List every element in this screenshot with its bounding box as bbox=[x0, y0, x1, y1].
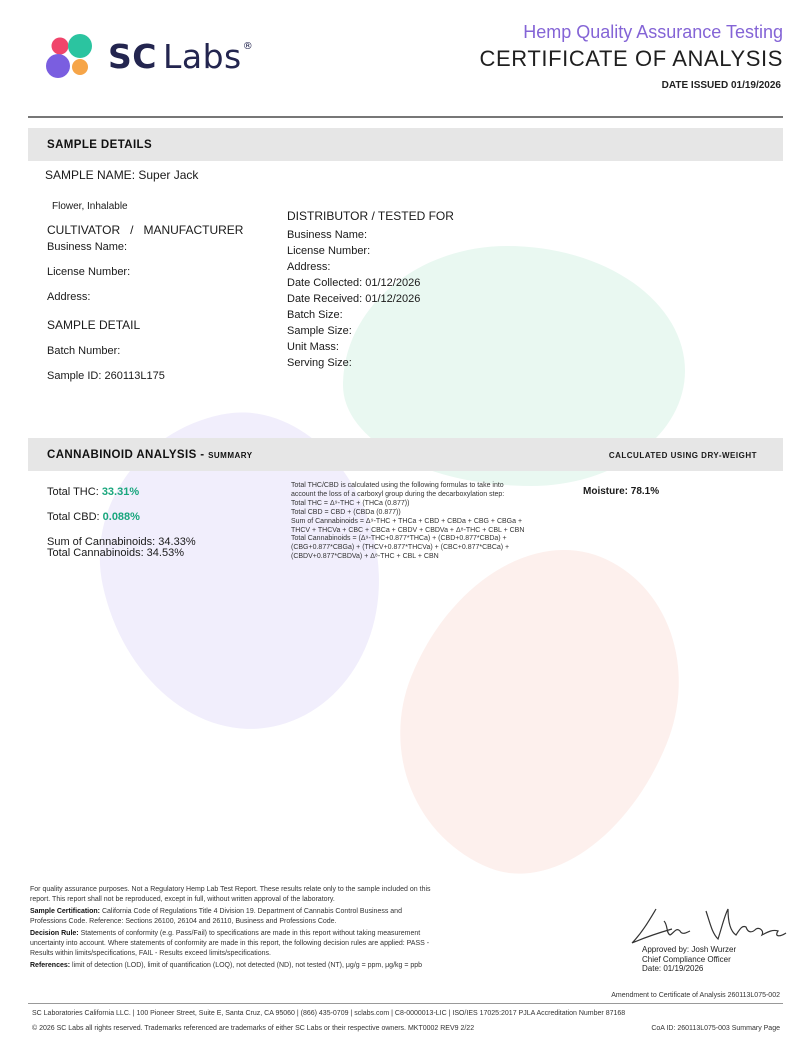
report-title: CERTIFICATE OF ANALYSIS bbox=[479, 46, 783, 71]
total-thc-value: 33.31% bbox=[101, 486, 140, 498]
logo-text-bold: SC bbox=[108, 37, 157, 76]
disclaimer-block bbox=[30, 885, 440, 974]
sample-type: Flower, Inhalable bbox=[52, 201, 128, 212]
moisture: Moisture: 78.1% bbox=[583, 486, 660, 497]
sample-detail-heading: SAMPLE DETAIL bbox=[47, 318, 141, 332]
approval-block bbox=[642, 945, 736, 974]
qa-disclaimer: For quality assurance purposes. Not a Regulatory Hemp Lab Test Report. These results relate only to the sample included on this report. This report shall not be reproduced, except in full, without written approval of the laboratory. bbox=[30, 886, 431, 903]
copyright-line: © 2026 SC Labs all rights reserved. Trademarks referenced are trademarks of either SC Labs or their respective owners. MKT0002 REV9 2/22 bbox=[32, 1025, 475, 1032]
logo-text-light: Labs bbox=[163, 37, 242, 76]
formula-line: Total CBD = CBD + (CBDa (0.877)) bbox=[291, 508, 401, 516]
batch-size: Batch Size: bbox=[287, 309, 343, 321]
sample-certification: Sample Certification: California Code of Regulations Title 4 Division 19. Department of Cannabis Control Business and Professions Code. Reference: Sections 26100, 26104 and 26110, Business and Professions Code. bbox=[30, 908, 402, 925]
formula-line: Total THC/CBD is calculated using the following formulas to take into bbox=[291, 482, 504, 489]
total-cbd: Total CBD: 0.088% bbox=[47, 511, 140, 523]
logo-wordmark bbox=[108, 37, 253, 76]
formula-line: Total Cannabinoids = (Δ⁹-THC+0.877*THCa) + (CBD+0.877*CBDa) + bbox=[291, 535, 507, 543]
sample-details-bar bbox=[28, 128, 783, 161]
date-issued: DATE ISSUED 01/19/2026 bbox=[661, 80, 781, 91]
unit-mass: Unit Mass: bbox=[287, 341, 339, 353]
total-thc: Total THC: 33.31% bbox=[47, 486, 140, 498]
formula-line: THCV + THCVa + CBC + CBCa + CBDV + CBDVa + Δ⁸-THC + CBL + CBN bbox=[291, 526, 525, 534]
calculation-note: CALCULATED USING DRY-WEIGHT bbox=[608, 451, 757, 460]
sample-name: SAMPLE NAME: Super Jack bbox=[45, 168, 199, 182]
logo-mark-icon bbox=[46, 34, 104, 86]
cultivator-business-name: Business Name: bbox=[47, 241, 128, 253]
serving-size: Serving Size: bbox=[287, 357, 352, 369]
registered-mark: ® bbox=[242, 41, 254, 52]
footer-divider bbox=[28, 1003, 783, 1004]
distributor-business-name: Business Name: bbox=[287, 229, 368, 241]
cannabinoid-analysis-heading: CANNABINOID ANALYSIS - SUMMARY bbox=[47, 449, 253, 461]
distributor-license-number: License Number: bbox=[287, 245, 371, 257]
sc-labs-logo bbox=[46, 34, 266, 86]
cultivator-heading: CULTIVATOR / MANUFACTURER bbox=[47, 223, 244, 237]
total-cannabinoids: Total Cannabinoids: 34.53% bbox=[47, 547, 184, 559]
logo-dot-teal bbox=[68, 34, 92, 58]
approver-role: Chief Compliance Officer bbox=[642, 954, 731, 964]
signature-image bbox=[628, 903, 790, 947]
sample-id: Sample ID: 260113L175 bbox=[47, 370, 165, 382]
sample-size: Sample Size: bbox=[287, 325, 352, 337]
batch-number: Batch Number: bbox=[47, 345, 121, 357]
sample-details-heading: SAMPLE DETAILS bbox=[47, 139, 153, 151]
date-collected: Date Collected: 01/12/2026 bbox=[287, 277, 421, 289]
formula-line: account the loss of a carboxyl group during the decarboxylation step: bbox=[291, 490, 505, 498]
formula-line: (CBG+0.877*CBGa) + (THCV+0.877*THCVa) + (CBC+0.877*CBCa) + bbox=[291, 544, 510, 552]
amendment-note: Amendment to Certificate of Analysis 260113L075-002 bbox=[611, 992, 780, 999]
logo-dot-purple bbox=[46, 54, 70, 78]
report-subtitle: Hemp Quality Assurance Testing bbox=[523, 22, 783, 42]
logo-dot-orange bbox=[72, 59, 88, 75]
cannabinoid-analysis-bar bbox=[28, 438, 783, 471]
sum-of-cannabinoids: Sum of Cannabinoids: 34.33% bbox=[47, 536, 196, 548]
cultivator-license-number: License Number: bbox=[47, 266, 131, 278]
approved-by: Approved by: Josh Wurzer bbox=[642, 945, 737, 954]
formula-line: (CBDV+0.877*CBDVa) + Δ⁸-THC + CBL + CBN bbox=[291, 553, 439, 561]
decorative-blob-pink bbox=[356, 508, 723, 912]
distributor-heading: DISTRIBUTOR / TESTED FOR bbox=[287, 209, 454, 223]
approval-date: Date: 01/19/2026 bbox=[642, 964, 704, 973]
references: References: limit of detection (LOD), limit of quantification (LOQ), not detected (ND), not tested (NT), μg/g = ppm, μg/kg = ppb bbox=[30, 962, 423, 970]
formula-line: Total THC = Δ⁹-THC + (THCa (0.877)) bbox=[291, 499, 410, 507]
decision-rule: Decision Rule: Statements of conformity (e.g. Pass/Fail) to specifications are made in this report without taking measurement uncertainty into account. Where statements of conformity are made in this report, the following decision rules are applied: PASS - Results within limits/specifications, FAIL - Results exceed limits/specifications. bbox=[30, 930, 430, 957]
total-cbd-value: 0.088% bbox=[102, 511, 140, 523]
lab-address-line: SC Laboratories California LLC. | 100 Pioneer Street, Suite E, Santa Cruz, CA 95060 | (866) 435-0709 | sclabs.com | C8-0000013-LIC | ISO/IES 17025:2017 PJLA Accreditation Number 87168 bbox=[32, 1010, 626, 1017]
calculation-formulas bbox=[291, 482, 566, 562]
logo-dot-pink bbox=[52, 38, 69, 55]
cultivator-address: Address: bbox=[47, 291, 91, 303]
formula-line: Sum of Cannabinoids = Δ⁹-THC + THCa + CBD + CBDa + CBG + CBGa + bbox=[291, 517, 523, 525]
distributor-address: Address: bbox=[287, 261, 331, 273]
header-divider bbox=[28, 116, 783, 118]
coa-id: CoA ID: 260113L075-003 Summary Page bbox=[651, 1025, 780, 1032]
date-received: Date Received: 01/12/2026 bbox=[287, 293, 421, 305]
